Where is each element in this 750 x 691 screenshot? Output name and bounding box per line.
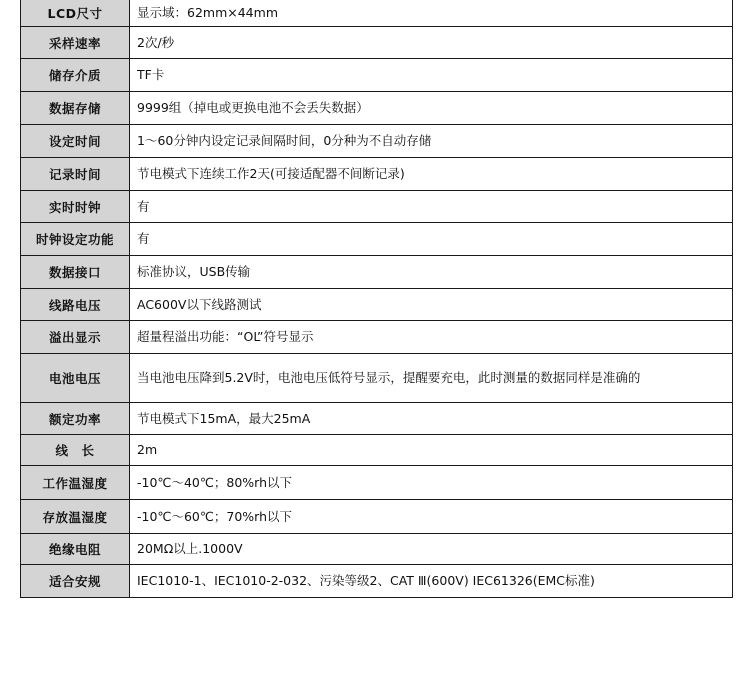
row-value: 显示域：62mm×44mm: [130, 0, 733, 27]
table-row: [21, 92, 733, 125]
row-value: 有: [130, 191, 733, 223]
row-label: 时钟设定功能: [21, 223, 130, 256]
row-value: 2m: [130, 435, 733, 466]
row-label: LCD尺寸: [21, 0, 130, 27]
row-label: 数据接口: [21, 256, 130, 289]
row-label: 线 长: [21, 435, 130, 466]
row-value: -10℃～60℃；70%rh以下: [130, 500, 733, 534]
row-value: -10℃～40℃；80%rh以下: [130, 466, 733, 500]
row-value: 节电模式下连续工作2天(可接适配器不间断记录): [130, 158, 733, 191]
row-value: AC600V以下线路测试: [130, 289, 733, 321]
row-label: 电池电压: [21, 354, 130, 403]
table-row: [21, 500, 733, 534]
row-value: 节电模式下15mA，最大25mA: [130, 403, 733, 435]
table-row: [21, 59, 733, 92]
table-row: [21, 321, 733, 354]
table-row: [21, 403, 733, 435]
row-label: 额定功率: [21, 403, 130, 435]
row-label: 线路电压: [21, 289, 130, 321]
table-row: [21, 256, 733, 289]
row-value: TF卡: [130, 59, 733, 92]
row-value: 1～60分钟内设定记录间隔时间，0分种为不自动存储: [130, 125, 733, 158]
row-label: 实时时钟: [21, 191, 130, 223]
row-label: 适合安规: [21, 565, 130, 598]
row-label: 工作温湿度: [21, 466, 130, 500]
table-row: [21, 158, 733, 191]
row-value: IEC1010-1、IEC1010-2-032、污染等级2、CAT Ⅲ(600V) IEC61326(EMC标准): [130, 565, 733, 598]
table-row: [21, 125, 733, 158]
row-value: 标准协议，USB传输: [130, 256, 733, 289]
table-row: [21, 466, 733, 500]
table-row: [21, 565, 733, 598]
spec-table: [20, 0, 733, 598]
table-row: [21, 435, 733, 466]
row-value: 超量程溢出功能：“OL”符号显示: [130, 321, 733, 354]
row-value: 2次/秒: [130, 27, 733, 59]
row-value: 当电池电压降到5.2V时，电池电压低符号显示，提醒要充电，此时测量的数据同样是准确的: [130, 354, 733, 403]
table-row: [21, 289, 733, 321]
row-value: 有: [130, 223, 733, 256]
table-row: [21, 0, 733, 27]
row-label: 数据存储: [21, 92, 130, 125]
row-value: 20MΩ以上.1000V: [130, 534, 733, 565]
row-label: 存放温湿度: [21, 500, 130, 534]
table-row: [21, 223, 733, 256]
row-value: 9999组（掉电或更换电池不会丢失数据）: [130, 92, 733, 125]
row-label: 采样速率: [21, 27, 130, 59]
table-row: [21, 27, 733, 59]
table-row: [21, 534, 733, 565]
row-label: 绝缘电阻: [21, 534, 130, 565]
table-row: [21, 191, 733, 223]
row-label: 设定时间: [21, 125, 130, 158]
row-label: 记录时间: [21, 158, 130, 191]
table-row: [21, 354, 733, 403]
row-label: 储存介质: [21, 59, 130, 92]
row-label: 溢出显示: [21, 321, 130, 354]
